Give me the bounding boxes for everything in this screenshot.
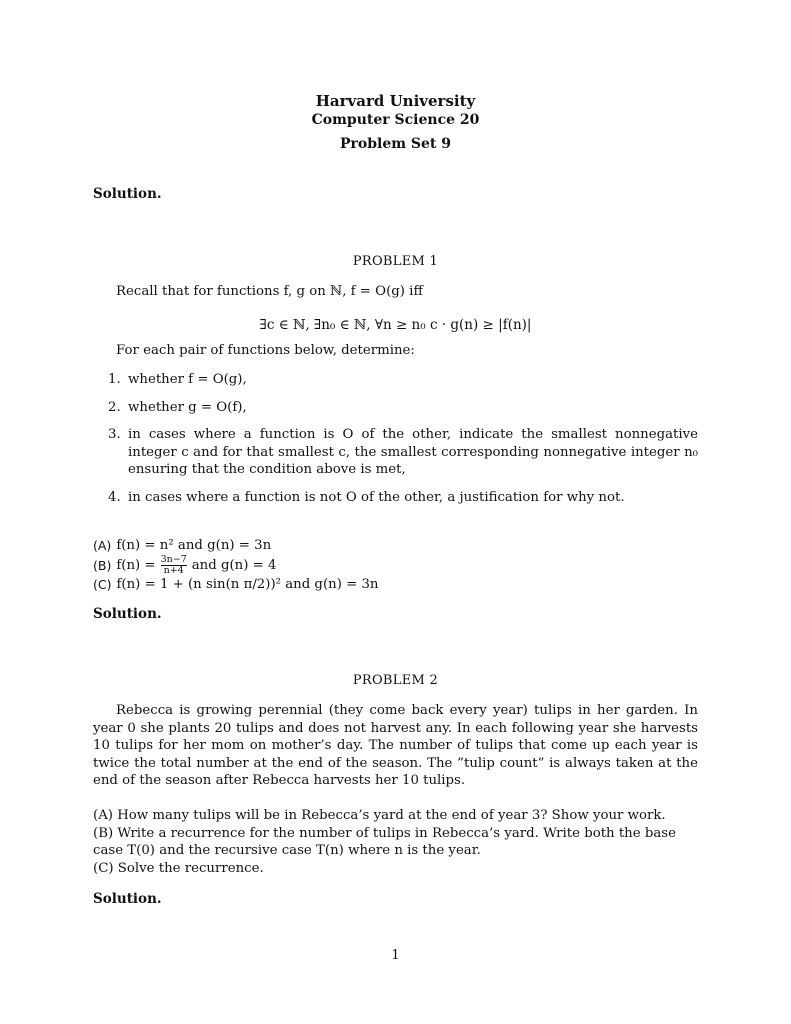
institution-name: Harvard University xyxy=(315,92,476,110)
task-list xyxy=(108,371,698,516)
problem-set-title: Problem Set 9 xyxy=(339,136,452,152)
list-item: 2. whether g = O(f), xyxy=(108,399,247,415)
problem-2-title: PROBLEM 2 xyxy=(352,673,439,688)
problem-1-intro: Recall that for functions f, g on ℕ, f = O(g) iff xyxy=(116,284,423,299)
part-a: (A) How many tulips will be in Rebecca’s yard at the end of year 3? Show your work. xyxy=(93,808,666,823)
list-item: 4. in cases where a function is not O of the other, a justification for why not. xyxy=(108,489,625,505)
function-pair-a: (A) f(n) = n² and g(n) = 3n xyxy=(93,538,272,553)
problem-2-parts xyxy=(93,807,698,877)
function-pair-c: (C) f(n) = 1 + (n sin(n π/2))² and g(n) = 3n xyxy=(93,577,379,592)
fraction: $\frac{3n-7}{n+4}$ xyxy=(160,554,187,576)
document-header xyxy=(0,92,791,153)
function-pairs xyxy=(93,537,379,594)
function-pair-b: (B) f(n) = $\frac{3n-7}{n+4}$ and g(n) = 4 xyxy=(93,554,277,576)
big-o-definition: ∃c ∈ ℕ, ∃n₀ ∈ ℕ, ∀n ≥ n₀ c · g(n) ≥ |f(n)| xyxy=(259,317,532,333)
problem-1-prompt: For each pair of functions below, determine: xyxy=(116,343,415,358)
page-number: 1 xyxy=(391,948,400,963)
list-item: 1. whether f = O(g), xyxy=(108,372,247,387)
solution-label: Solution. xyxy=(93,891,162,907)
course-name: Computer Science 20 xyxy=(311,112,480,128)
solution-label: Solution. xyxy=(93,186,162,202)
part-b: (B) Write a recurrence for the number of tulips in Rebecca’s yard. Write both the base case T(0) and the recursive case T(n) where n is the year. xyxy=(93,825,676,858)
list-item: 3. in cases where a function is O of the other, indicate the smallest nonnegative integer c and for that smallest c, the smallest corresponding nonnegative integer n₀ ensuring that the condition above is met, xyxy=(108,427,698,477)
solution-label: Solution. xyxy=(93,606,162,622)
problem-1-title: PROBLEM 1 xyxy=(352,254,439,269)
problem-2-body: Rebecca is growing perennial (they come back every year) tulips in her garden. In year 0 she plants 20 tulips and does not harvest any. In each following year she harvests 10 tulips for her mom on mother’s day. The number of tulips that come up each year is twice the total number at the end of the season. The ”tulip count” is always taken at the end of the season after Rebecca harvests her 10 tulips. xyxy=(93,703,698,788)
part-c: (C) Solve the recurrence. xyxy=(93,860,264,876)
